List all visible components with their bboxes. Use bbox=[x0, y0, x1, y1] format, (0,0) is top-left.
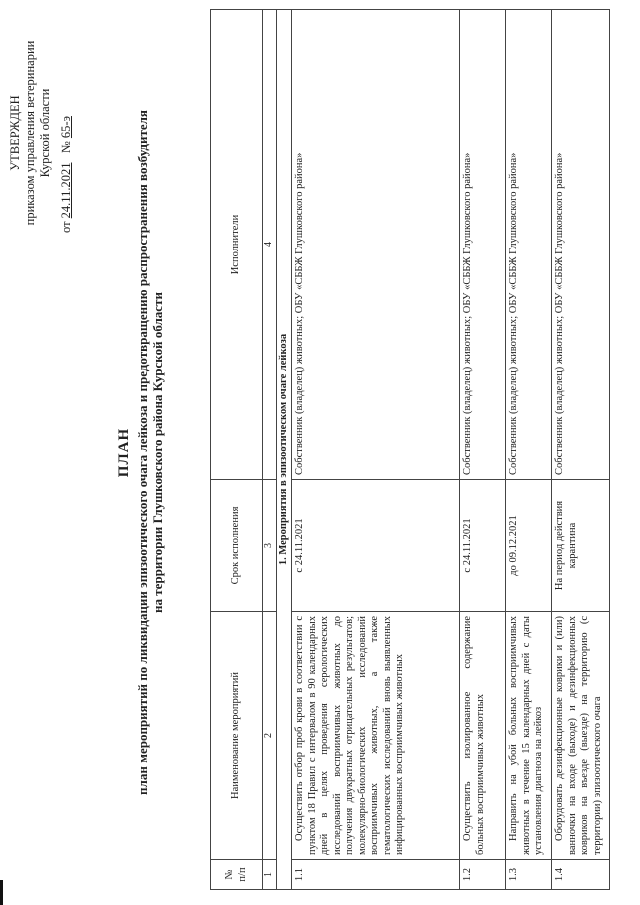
table-row bbox=[506, 10, 552, 890]
order-prefix: от bbox=[59, 221, 73, 233]
title-line-1: план мероприятий по ликвидации эпизоотического очага лейкоза и предотвращению распространения возбудителя bbox=[135, 110, 150, 795]
scan-edge-mark bbox=[0, 880, 3, 905]
row-term: до 09.12.2021 bbox=[506, 480, 552, 612]
row-executors: Собственник (владелец) животных; ОБУ «СББЖ Глушковского района» bbox=[460, 10, 506, 480]
header-term: Срок исполнения bbox=[211, 480, 263, 612]
row-executors: Собственник (владелец) животных; ОБУ «СББЖ Глушковского района» bbox=[506, 10, 552, 480]
row-measure: Осуществить отбор проб крови в соответствии с пунктом 18 Правил с интервалом в 90 календарных дней в целях проведения серологических исследований восприимчивых животных до получения двукратных отрицательных результатов; молекулярно-биологических исследований восприимчивых животных, а также гематологических исследований вновь выявленных инфицированных восприимчивых животных bbox=[292, 612, 460, 860]
document-title bbox=[117, 0, 165, 905]
row-term: с 24.11.2021 bbox=[460, 480, 506, 612]
title-line-2: на территории Глушковского района Курской области bbox=[150, 292, 165, 613]
order-date: 24.11.2021 bbox=[59, 162, 73, 219]
row-measure: Направить на убой больных восприимчивых животных в течение 15 календарных дней с даты установления диагноза на лейкоз bbox=[506, 612, 552, 860]
order-number-label: № bbox=[59, 141, 73, 154]
table-header-row bbox=[211, 10, 263, 890]
order-reference bbox=[59, 33, 74, 233]
header-executors: Исполнители bbox=[211, 10, 263, 480]
section-row bbox=[276, 10, 292, 890]
approval-line-region: Курской области bbox=[38, 88, 52, 178]
row-number: 1.2 bbox=[460, 860, 506, 890]
table-row bbox=[460, 10, 506, 890]
row-measure: Оборудовать дезинфекционные коврики и (или) ванночки на входе (выходе) и дезинфекционных ковриков на въезде (выезде) на территорию (с территории) эпизоотического очага bbox=[552, 612, 610, 860]
row-measure: Осуществить изолированное содержание больных восприимчивых животных bbox=[460, 612, 506, 860]
approval-heading: УТВЕРЖДЕН bbox=[8, 95, 22, 171]
row-executors: Собственник (владелец) животных; ОБУ «СББЖ Глушковского района» bbox=[292, 10, 460, 480]
row-term: с 24.11.2021 bbox=[292, 480, 460, 612]
table-row bbox=[292, 10, 460, 890]
approval-line-order: приказом управления ветеринарии bbox=[23, 40, 37, 226]
row-executors: Собственник (владелец) животных; ОБУ «СББЖ Глушковского района» bbox=[552, 10, 610, 480]
col-number: 1 bbox=[263, 860, 277, 890]
row-number: 1.1 bbox=[292, 860, 460, 890]
measures-table bbox=[210, 9, 610, 890]
col-number: 4 bbox=[263, 10, 277, 480]
row-number: 1.3 bbox=[506, 860, 552, 890]
order-number: 65-э bbox=[59, 116, 73, 139]
header-measure: Наименование мероприятий bbox=[211, 612, 263, 860]
approval-block bbox=[8, 33, 74, 233]
row-term: На период действия карантина bbox=[552, 480, 610, 612]
col-number: 3 bbox=[263, 480, 277, 612]
header-no: № п/п bbox=[211, 860, 263, 890]
title-heading: ПЛАН bbox=[116, 427, 132, 478]
table-row bbox=[552, 10, 610, 890]
col-number: 2 bbox=[263, 612, 277, 860]
section-title: 1. Мероприятия в эпизоотическом очаге лейкоза bbox=[276, 10, 292, 890]
column-number-row bbox=[263, 10, 277, 890]
row-number: 1.4 bbox=[552, 860, 610, 890]
